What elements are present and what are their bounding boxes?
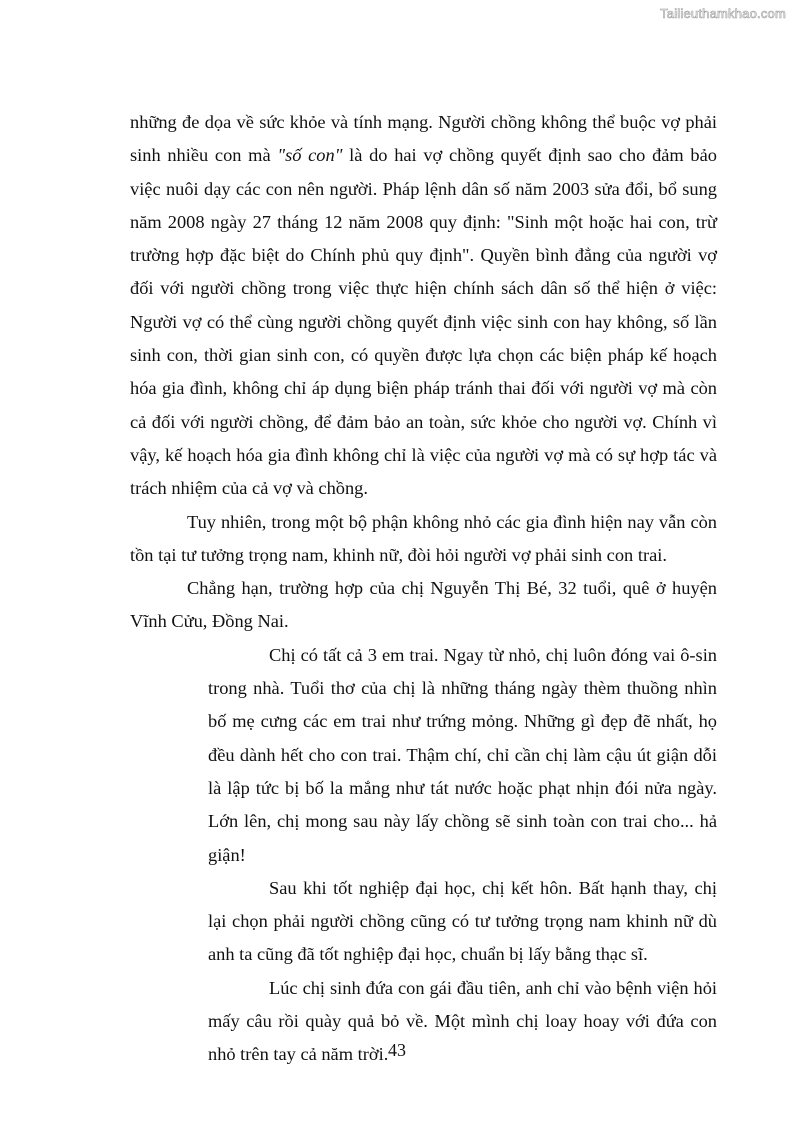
quote-paragraph-1: Chị có tất cả 3 em trai. Ngay từ nhỏ, chị luôn đóng vai ô-sin trong nhà. Tuổi thơ của chị là những tháng ngày thèm thuồng nhìn bố mẹ cưng các em trai như trứng mỏng. Những gì đẹp đẽ nhất, họ đều dành hết cho con trai. Thậm chí, chỉ cần chị làm cậu út giận dỗi là lập tức bị bố la mắng như tát nước hoặc phạt nhịn đói nửa ngày. Lớn lên, chị mong sau này lấy chồng sẽ sinh toàn con trai cho... hả giận! [208, 644, 717, 865]
quote-paragraph-2: Sau khi tốt nghiệp đại học, chị kết hôn. Bất hạnh thay, chị lại chọn phải người chồng cũng có tư tưởng trọng nam khinh nữ dù anh ta cũng đã tốt nghiệp đại học, chuẩn bị lấy bằng thạc sĩ. [208, 877, 717, 965]
paragraph-2: Tuy nhiên, trong một bộ phận không nhỏ các gia đình hiện nay vẫn còn tồn tại tư tưởng trọng nam, khinh nữ, đòi hỏi người vợ phải sinh con trai. [130, 511, 717, 565]
paragraph-1 [130, 106, 717, 506]
document-body [130, 106, 717, 1072]
quote-paragraph-3: Lúc chị sinh đứa con gái đầu tiên, anh chỉ vào bệnh viện hỏi mấy câu rồi quày quả bỏ về. Một mình chị loay hoay với đứa con nhỏ trên tay cả năm trời. [208, 977, 717, 1065]
paragraph-3: Chẳng hạn, trường hợp của chị Nguyễn Thị Bé, 32 tuổi, quê ở huyện Vĩnh Cửu, Đồng Nai. [130, 578, 717, 632]
case-study-quote [208, 639, 717, 1072]
paragraph-1-rest: là do hai vợ chồng quyết định sao cho đảm bảo việc nuôi dạy các con nên người. Pháp lệnh dân số năm 2003 sửa đổi, bổ sung năm 2008 ngày 27 tháng 12 năm 2008 quy định: "Sinh một hoặc hai con, trừ trường hợp đặc biệt do Chính phủ quy định". Quyền bình đẳng của người vợ đối với người chồng trong việc thực hiện chính sách dân số thể hiện ở việc: Người vợ có thể cùng người chồng quyết định việc sinh con hay không, số lần sinh con, thời gian sinh con, có quyền được lựa chọn các biện pháp kế hoạch hóa gia đình, không chỉ áp dụng biện pháp tránh thai đối với người vợ mà còn cả đối với người chồng, để đảm bảo an toàn, sức khỏe cho người vợ. Chính vì vậy, kế hoạch hóa gia đình không chỉ là việc của người vợ mà có sự hợp tác và trách nhiệm của cả vợ và chồng. [130, 145, 717, 499]
page-number: 43 [388, 1040, 406, 1060]
watermark-text: Tailieuthamkhao.com [660, 6, 786, 21]
emphasis-so-con: "số con" [277, 145, 343, 166]
paragraph-1-start: những đe dọa về sức khỏe và tính mạng. Người chồng không thể buộc vợ phải sinh nhiều con mà [130, 112, 717, 166]
